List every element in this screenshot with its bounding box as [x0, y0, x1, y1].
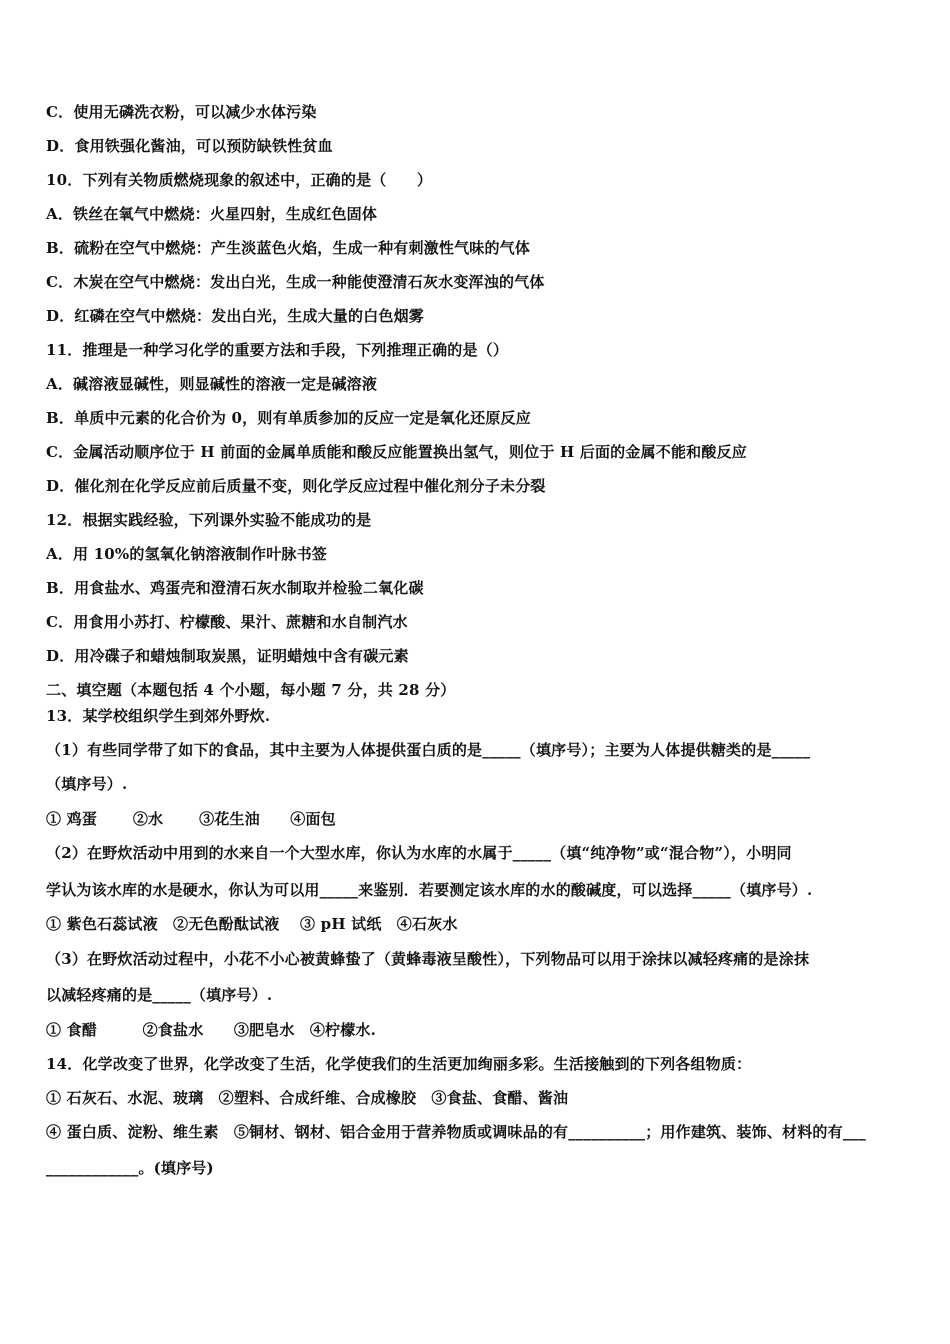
q10-option-a: A．铁丝在氧气中燃烧：火星四射，生成红色固体	[46, 205, 378, 223]
q13-part2: （2）在野炊活动中用到的水来自一个大型水库，你认为水库的水属于_____（填“纯净物”或“混合物”），小明同	[46, 844, 792, 862]
q12-option-c: C．用食用小苏打、柠檬酸、果汁、蔗糖和水自制汽水	[46, 613, 408, 631]
q14-groups-1: ① 石灰石、水泥、玻璃 ②塑料、合成纤维、合成橡胶 ③食盐、食醋、酱油	[46, 1089, 569, 1107]
q13-part1-cont: （填序号）.	[46, 775, 128, 793]
q13-part2-cont: 学认为该水库的水是硬水，你认为可以用_____来鉴别．若要测定该水库的水的酸碱度，可以选择_____（填序号）.	[46, 881, 813, 899]
q14-stem: 14．化学改变了世界，化学改变了生活，化学使我们的生活更加绚丽多彩。生活接触到的下列各组物质：	[46, 1055, 752, 1073]
q10-option-c: C．木炭在空气中燃烧：发出白光，生成一种能使澄清石灰水变浑浊的气体	[46, 273, 545, 291]
q12-stem: 12．根据实践经验，下列课外实验不能成功的是	[46, 511, 372, 529]
q10-stem: 10．下列有关物质燃烧现象的叙述中，正确的是（ ）	[46, 171, 433, 189]
section-heading: 二、填空题（本题包括 4 个小题，每小题 7 分，共 28 分）	[46, 681, 456, 699]
q11-option-d: D．催化剂在化学反应前后质量不变，则化学反应过程中催化剂分子未分裂	[46, 477, 546, 495]
q14-answer-line: ____________。(填序号)	[46, 1159, 214, 1177]
q9-option-c: C．使用无磷洗衣粉，可以减少水体污染	[46, 103, 317, 121]
q11-stem: 11．推理是一种学习化学的重要方法和手段，下列推理正确的是（）	[46, 341, 509, 359]
q13-part3-options: ① 食醋 ②食盐水 ③肥皂水 ④柠檬水.	[46, 1021, 377, 1039]
q10-option-b: B．硫粉在空气中燃烧：产生淡蓝色火焰，生成一种有刺激性气味的气体	[46, 239, 531, 257]
q12-option-a: A．用 10%的氢氧化钠溶液制作叶脉书签	[46, 545, 327, 563]
q10-option-d: D．红磷在空气中燃烧：发出白光，生成大量的白色烟雾	[46, 307, 425, 325]
q13-part2-options: ① 紫色石蕊试液 ②无色酚酞试液 ③ pH 试纸 ④石灰水	[46, 915, 458, 933]
q12-option-d: D．用冷碟子和蜡烛制取炭黑，证明蜡烛中含有碳元素	[46, 647, 409, 665]
q13-part3: （3）在野炊活动过程中，小花不小心被黄蜂蛰了（黄蜂毒液呈酸性），下列物品可以用于涂抹以减轻疼痛的是涂抹	[46, 950, 810, 968]
q13-part1-options: ① 鸡蛋 ②水 ③花生油 ④面包	[46, 810, 336, 828]
q13-stem: 13．某学校组织学生到郊外野炊.	[46, 707, 271, 725]
q14-groups-2: ④ 蛋白质、淀粉、维生素 ⑤铜材、钢材、铝合金用于营养物质或调味品的有__________；用作建筑、装饰、材料的有___	[46, 1123, 866, 1141]
q12-option-b: B．用食盐水、鸡蛋壳和澄清石灰水制取并检验二氧化碳	[46, 579, 424, 597]
q11-option-b: B．单质中元素的化合价为 0，则有单质参加的反应一定是氧化还原反应	[46, 409, 531, 427]
q11-option-c: C．金属活动顺序位于 H 前面的金属单质能和酸反应能置换出氢气，则位于 H 后面的金属不能和酸反应	[46, 443, 747, 461]
q11-option-a: A．碱溶液显碱性，则显碱性的溶液一定是碱溶液	[46, 375, 378, 393]
q13-part1: （1）有些同学带了如下的食品，其中主要为人体提供蛋白质的是_____（填序号）；主要为人体提供糖类的是_____	[46, 741, 811, 759]
q9-option-d: D．食用铁强化酱油，可以预防缺铁性贫血	[46, 137, 333, 155]
q13-part3-cont: 以减轻疼痛的是_____（填序号）.	[46, 986, 273, 1004]
